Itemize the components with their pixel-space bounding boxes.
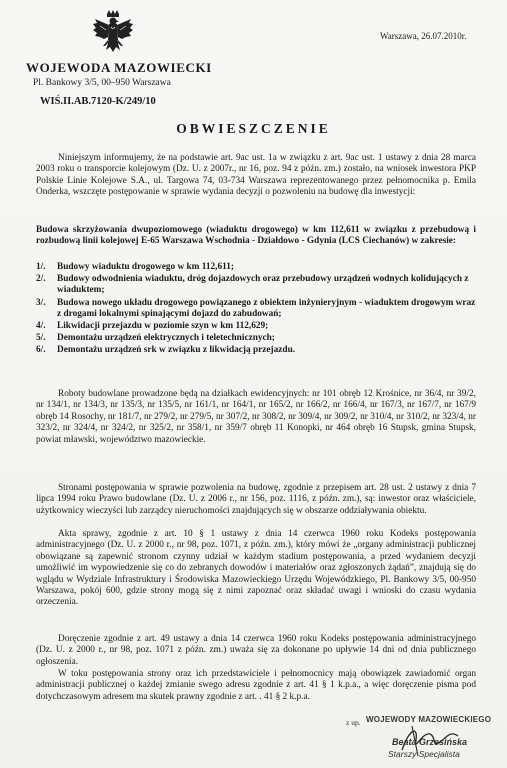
investment-description: Budowa skrzyżowania dwupoziomowego (wiaduktu drogowego) w km 112,611 w związku z przebudową i rozbudową linii kolejowej E-65 Warszawa Wschodnia - Działdowo - Gdynia (LCS Ciechanów) w zakresie: bbox=[36, 225, 476, 247]
scope-item-number: 4/. bbox=[36, 321, 46, 332]
signature-stamp: WOJEWODY MAZOWIECKIEGO bbox=[366, 715, 492, 724]
document-title: OBWIESZCZENIE bbox=[176, 121, 331, 136]
scope-item-number: 1/. bbox=[36, 262, 46, 272]
issuer-address: Pl. Bankowy 3/5, 00–950 Warszawa bbox=[33, 78, 171, 88]
signature-prefix: z up. bbox=[346, 718, 361, 727]
intro-paragraph: Niniejszym informujemy, że na podstawie art. 9ac ust. 1a w związku z art. 9ac ust. 1 ustawy z dnia 28 marca 2003 roku o transporcie kolejowym (Dz. U. z 2007r., nr 16, poz. 94 z późn. zm.) zostało, na wniosek inwestora PKP Polskie Linie Kolejowe S.A., ul. Targowa 74, 03-734 Warszawa reprezentowanego przez pełnomocnika p. Emila Onderka, wszczęte postępowanie w sprawie wydania decyzji o pozwoleniu na budowę dla inwestycji: bbox=[36, 153, 476, 198]
scope-item-text: Demontażu urządzeń elektrycznych i teletechnicznych; bbox=[57, 333, 275, 344]
issuer-name: WOJEWODA MAZOWIECKI bbox=[26, 60, 212, 75]
parties-paragraph: Stronami postępowania w sprawie pozwolenia na budowę, zgodnie z przepisem art. 28 ust. 2 ustawy z dnia 7 lipca 1994 roku Prawo budowlane (Dz. U. z 2006 r., nr 156, poz. 1116, z późn. zm.), są: inwestor oraz właściciele, użytkownicy wieczyści lub zarządcy nieruchomości znajdujących się w obszarze oddziaływania obiektu. bbox=[36, 483, 476, 516]
address-change-paragraph: W toku postępowania strony oraz ich przedstawiciele i pełnomocnicy mają obowiązek zawiadomić organ administracji publicznej o każdej zmianie swego adresu zgodnie z art. 41 § 1 k.p.a., a więc doręczenie pisma pod dotychczasowym adresem ma skutek prawny zgodnie z art. . 41 § 2 k.p.a. bbox=[36, 669, 476, 702]
scope-item bbox=[36, 321, 476, 332]
signatory-role: Starszy Specjalista bbox=[388, 749, 460, 759]
document-date: Warszawa, 26.07.2010r. bbox=[380, 31, 467, 41]
scope-item-number: 6/. bbox=[36, 345, 46, 356]
scope-item-text: Budowy wiaduktu drogowego w km 112,611; bbox=[57, 262, 235, 272]
scope-item bbox=[36, 274, 476, 296]
scope-item-text: Demontażu urządzeń srk w związku z likwidacją przejazdu. bbox=[57, 345, 296, 356]
scope-item bbox=[36, 262, 476, 273]
scope-item-number: 5/. bbox=[36, 333, 46, 344]
scope-item-number: 2/. bbox=[36, 274, 46, 285]
scope-item-text: Likwidacji przejazdu w poziomie szyn w km 112,629; bbox=[57, 321, 269, 332]
works-paragraph: Roboty budowlane prowadzone będą na działkach ewidencyjnych: nr 101 obręb 12 Krośnice, nr 36/4, nr 39/2, nr 134/1, nr 134/3, nr 135/3, nr 135/5, nr 161/1, nr 164/1, nr 165/2, nr 166/2, nr 166/4, nr 167/3, nr 167/7, nr 167/9 obręb 14 Rosochy, nr 181/7, nr 279/2, nr 279/5, nr 307/2, nr 308/2, nr 309/4, nr 309/2, nr 310/4, nr 310/2, nr 323/4, nr 323/2, nr 324/4, nr 324/2, nr 325/2, nr 358/1, nr 359/7 obręb 11 Konopki, nr 464 obręb 16 Stupsk, gmina Stupsk, powiat mławski, województwo mazowieckie. bbox=[36, 389, 476, 445]
delivery-paragraph: Doręczenie zgodnie z art. 49 ustawy a dnia 14 czerwca 1960 roku Kodeks postępowania administracyjnego (Dz. U. z 2000 r., nr 98, poz. 1071 z późn. zm.) uważa się za dokonane po upływie 14 dni od dnia publicznego ogłoszenia. bbox=[36, 634, 476, 667]
signatory-name: Beata Grzesińska bbox=[392, 737, 468, 747]
scope-item-text: Budowy odwodnienia wiaduktu, dróg dojazdowych oraz przebudowy urządzeń wodnych kolidujących z wiaduktem; bbox=[57, 274, 469, 296]
scope-item bbox=[36, 333, 476, 344]
scope-item bbox=[36, 345, 476, 356]
scope-item bbox=[36, 298, 476, 320]
polish-eagle-emblem-icon bbox=[92, 10, 134, 60]
reference-number: WIŚ.II.AB.7120-K/249/10 bbox=[40, 96, 156, 107]
scope-item-number: 3/. bbox=[36, 297, 46, 308]
scope-item-text: Budowa nowego układu drogowego powiązanego z obiektem inżynieryjnym - wiaduktem drogowym wraz z drogami lokalnymi spinającymi dojazd do zabudowań; bbox=[57, 297, 476, 319]
scope-list bbox=[36, 262, 476, 358]
case-files-paragraph: Akta sprawy, zgodnie z art. 10 § 1 ustawy z dnia 14 czerwca 1960 roku Kodeks postępowania administracyjnego (Dz. U. z 2000 r., nr 98, poz. 1071, z późn. zm.), który mówi że „organy administracji publicznej obowiązane są zapewnić stronom czynny udział w każdym stadium postępowania, a przed wydaniem decyzji umożliwić im wypowiedzenie się co do zebranych dowodów i materiałów oraz zgłoszonych żądań”, znajdują się do wglądu w Wydziale Infrastruktury i Środowiska Mazowieckiego Urzędu Wojewódzkiego, Pl. Bankowy 3/5, 00-950 Warszawa, pokój 600, gdzie strony mogą się z nimi zapoznać oraz składać uwagi i wnioski do czasu wydania orzeczenia. bbox=[36, 529, 476, 608]
